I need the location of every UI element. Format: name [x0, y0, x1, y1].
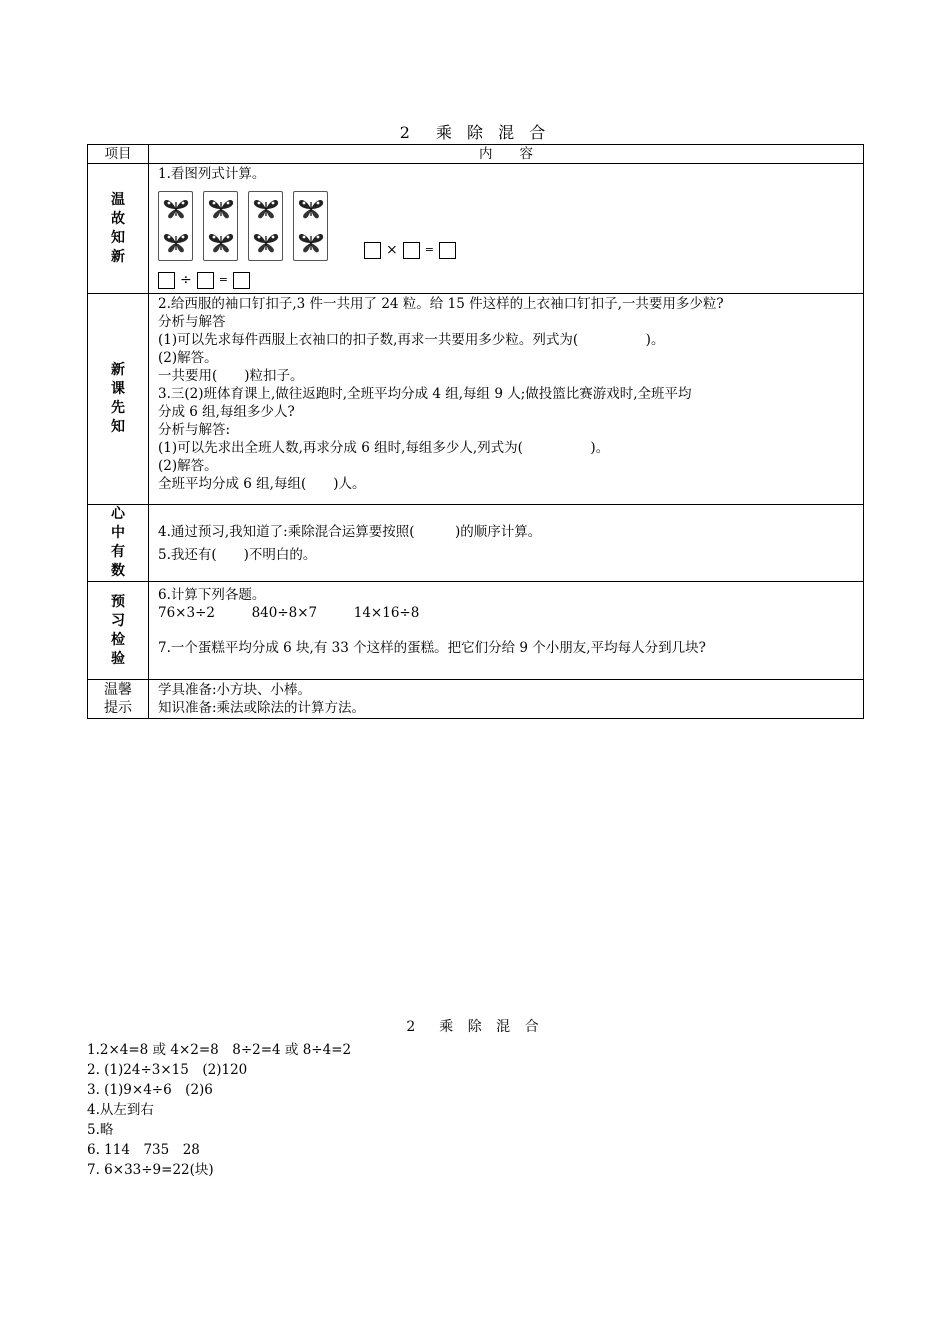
answer-box[interactable]: [403, 242, 420, 259]
question-7: 7.一个蛋糕平均分成 6 块,有 33 个这样的蛋糕。把它们分给 9 个小朋友,平均每人分到几块?: [158, 640, 706, 656]
section-mind-label: 心 中 有 数: [88, 505, 149, 582]
table-header-row: [88, 145, 864, 164]
answer-line: 7. 6×33÷9=22(块): [87, 1162, 214, 1178]
butterfly-icon: [253, 232, 279, 254]
question-6: 6.计算下列各题。: [158, 587, 266, 603]
section-mind-content: [149, 505, 864, 582]
section-mind: [88, 505, 864, 582]
text-line: (2)解答。: [158, 350, 218, 366]
section-new-label: 新 课 先 知: [88, 294, 149, 505]
butterfly-icon: [298, 198, 324, 220]
expression: 14×16÷8: [353, 605, 420, 621]
butterfly-card: [293, 191, 328, 261]
expression: 76×3÷2: [158, 605, 215, 621]
text-line: 分析与解答:: [158, 422, 231, 438]
butterfly-card: [158, 191, 193, 261]
section-review-content: [149, 164, 864, 294]
text-line: 一共要用( )粒扣子。: [158, 368, 304, 384]
answer-box[interactable]: [439, 242, 456, 259]
header-content: 内 容: [149, 145, 864, 164]
multiplication-equation: × =: [364, 241, 456, 259]
section-new: [88, 294, 864, 505]
section-review: [88, 164, 864, 294]
text-line: 全班平均分成 6 组,每组( )人。: [158, 476, 366, 492]
answer-box[interactable]: [364, 242, 381, 259]
expression: 840÷8×7: [251, 605, 318, 621]
butterfly-icon: [298, 232, 324, 254]
text-line: (2)解答。: [158, 458, 218, 474]
butterfly-icon: [208, 232, 234, 254]
text-line: 知识准备:乘法或除法的计算方法。: [158, 700, 366, 716]
answer-line: 5.略: [87, 1122, 114, 1138]
section-tips-content: [149, 680, 864, 719]
answer-box[interactable]: [233, 272, 250, 289]
question-1: 1.看图列式计算。: [158, 166, 266, 182]
butterfly-figure: [158, 191, 854, 261]
butterfly-icon: [208, 198, 234, 220]
text-line: (1)可以先求每件西服上衣袖口的扣子数,再求一共要用多少粒。列式为( )。: [158, 332, 665, 348]
butterfly-icon: [253, 198, 279, 220]
answer-line: 6. 114 735 28: [87, 1142, 200, 1158]
header-project: 项目: [88, 145, 149, 164]
section-tips: [88, 680, 864, 719]
butterfly-icon: [163, 232, 189, 254]
text-line: 3.三(2)班体育课上,做往返跑时,全班平均分成 4 组,每组 9 人;做投篮比赛游戏时,全班平均: [158, 386, 692, 402]
worksheet-table: [87, 144, 864, 719]
butterfly-card: [203, 191, 238, 261]
text-line: 5.我还有( )不明白的。: [158, 546, 317, 563]
worksheet-title: 2 乘 除 混 合: [399, 123, 551, 142]
text-line: 2.给西服的袖口钉扣子,3 件一共用了 24 粒。给 15 件这样的上衣袖口钉扣子,一共要用多少粒?: [158, 296, 724, 312]
answers-title: 2 乘 除 混 合: [406, 1019, 544, 1035]
butterfly-card: [248, 191, 283, 261]
section-check-content: [149, 582, 864, 680]
answer-line: 4.从左到右: [87, 1102, 154, 1118]
section-check-label: 预 习 检 验: [88, 582, 149, 680]
answer-box[interactable]: [158, 272, 175, 289]
text-line: 分成 6 组,每组多少人?: [158, 404, 295, 420]
section-tips-label: 温馨 提示: [88, 680, 149, 719]
text-line: 分析与解答: [158, 314, 226, 330]
expression-row: [158, 604, 854, 622]
answer-line: 1.2×4=8 或 4×2=8 8÷2=4 或 8÷4=2: [87, 1042, 352, 1058]
text-line: (1)可以先求出全班人数,再求分成 6 组时,每组多少人,列式为( )。: [158, 440, 610, 456]
butterfly-icon: [163, 198, 189, 220]
text-line: 4.通过预习,我知道了:乘除混合运算要按照( )的顺序计算。: [158, 523, 542, 540]
section-review-label: 温 故 知 新: [88, 164, 149, 294]
section-check: [88, 582, 864, 680]
division-equation: ÷ =: [158, 271, 854, 289]
section-new-content: [149, 294, 864, 505]
answer-box[interactable]: [197, 272, 214, 289]
answer-line: 2. (1)24÷3×15 (2)120: [87, 1062, 248, 1078]
answer-line: 3. (1)9×4÷6 (2)6: [87, 1082, 213, 1098]
text-line: 学具准备:小方块、小棒。: [158, 682, 312, 698]
